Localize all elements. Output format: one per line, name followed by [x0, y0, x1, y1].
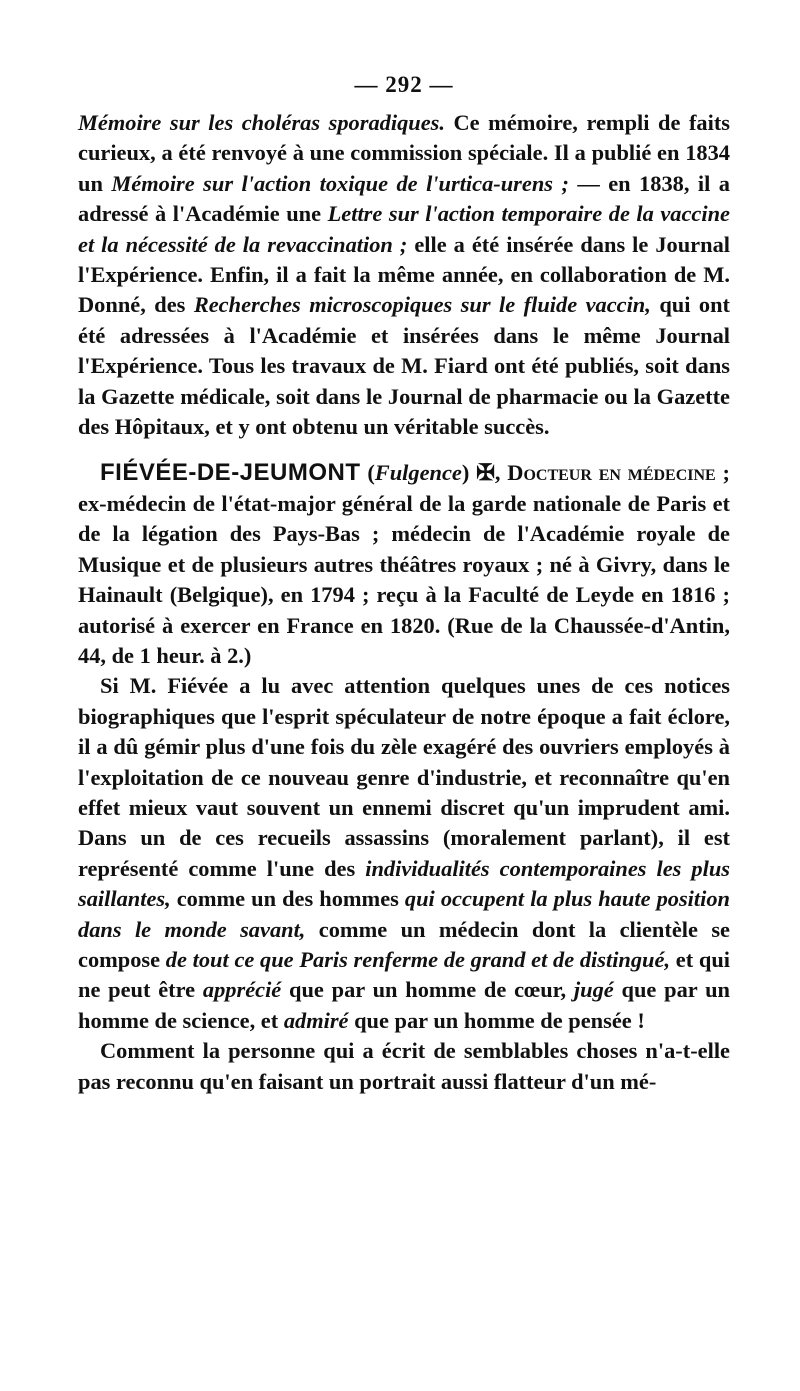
text-run: Comment la personne qui a écrit de semblables choses n'a-t-elle pas reconnu qu'en faisant un portrait aussi flatteur d'un mé- — [78, 1038, 730, 1094]
italic-quote: apprécié — [202, 977, 282, 1003]
page — [78, 72, 730, 1097]
text-run: ( — [360, 460, 375, 486]
italic-quote: admiré — [283, 1007, 349, 1033]
text-run: qui ont été adressées à l'Académie et insérées dans le même Journal l'Expérience. Tous les travaux de M. Fiard ont été publiés, soit dans la Gazette médicale, soit dans le Journal de pharmacie ou la Gazette des Hôpitaux, et y ont obtenu un véritable succès. — [78, 292, 731, 440]
italic-quote: jugé — [573, 977, 614, 1003]
page-number: — 292 — — [354, 72, 454, 97]
italic-title: Mémoire sur les choléras sporadiques. — [78, 110, 445, 135]
paragraph-commentary — [78, 671, 730, 1036]
entry-title: Docteur en médecine — [507, 460, 716, 486]
italic-title: Mémoire sur l'action toxique de l'urtica-urens ; — [111, 170, 569, 196]
italic-quote: qui occupent la plus haute position dans le monde savant, — [78, 886, 730, 942]
text-run: ; ex-médecin de l'état-major général de la garde nationale de Paris et de la légation des Pays-Bas ; médecin de l'Académie royale de Musique et de plusieurs autres théâtres royaux ; né à Givry, dans le Hainault (Belgique), en 1794 ; reçu à la Faculté de Leyde en 1816 ; autorisé à exercer en France en 1820. (Rue de la Chaussée-d'Antin, 44, de 1 heur. à 2.) — [78, 460, 730, 668]
text-run: comme un des hommes — [170, 886, 405, 912]
text-run: comme un médecin dont la clientèle se compose — [78, 916, 730, 972]
italic-title: Lettre sur l'action temporaire de la vaccine et la nécessité de la revaccination ; — [78, 201, 730, 257]
text-run: que par un homme de science, et — [78, 977, 730, 1033]
text-run: que par un homme de cœur, — [281, 977, 574, 1003]
italic-title: Recherches microscopiques sur le fluide vaccin, — [193, 292, 651, 318]
paragraph-closing — [78, 1036, 730, 1097]
entry-name: FIÉVÉE-DE-JEUMONT — [100, 459, 361, 487]
text-run: Ce mémoire, rempli de faits curieux, a été renvoyé à une commission spéciale. Il a publié en 1834 un — [78, 110, 730, 196]
italic-quote: de tout ce que Paris renferme de grand et de distingué, — [165, 946, 671, 972]
text-run: ) ✠, — [461, 460, 508, 486]
text-run: que par un homme de pensée ! — [348, 1007, 645, 1033]
text-run: — en 1838, il a adressé à l'Académie une — [78, 170, 730, 227]
text-run: Si M. Fiévée a lu avec attention quelques unes de ces notices biographiques que l'esprit spéculateur de notre époque a fait éclore, il a dû gémir plus d'une fois du zèle exagéré des ouvriers employés à l'exploitation de ce nouveau genre d'industrie, et reconnaître qu'en effet mieux vaut souvent un ennemi discret qu'un imprudent ami. Dans un de ces recueils assassins (moralement parlant), il est représenté comme l'une des — [78, 673, 730, 881]
paragraph-fiard — [78, 108, 730, 442]
text-run: et qui ne peut être — [78, 946, 731, 1003]
entry-fievee-de-jeumont — [78, 458, 730, 671]
italic-quote: individualités contemporaines les plus saillantes, — [78, 855, 730, 912]
given-name: Fulgence — [374, 460, 462, 486]
text-run: elle a été insérée dans le Journal l'Expérience. Enfin, il a fait la même année, en collaboration de M. Donné, des — [78, 231, 730, 318]
